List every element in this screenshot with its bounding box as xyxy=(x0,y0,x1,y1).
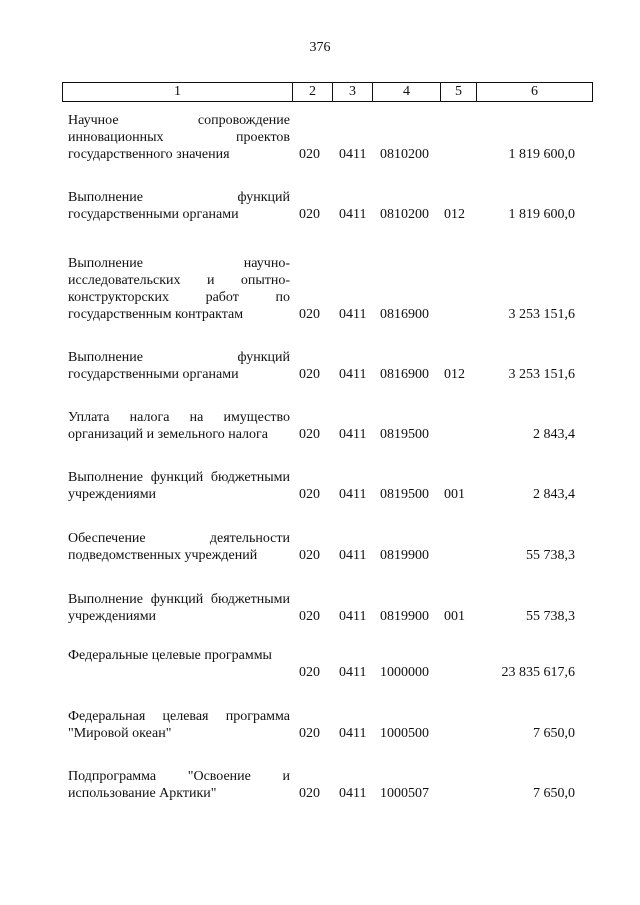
row-col-3: 0411 xyxy=(339,609,367,624)
table-row xyxy=(62,768,593,802)
row-col-2: 020 xyxy=(299,726,320,741)
row-col-4: 0816900 xyxy=(380,307,429,322)
header-col-3: 3 xyxy=(333,83,373,101)
row-name: Подпрограмма "Освоение и использование Арктики" xyxy=(68,769,290,801)
row-col-5: 001 xyxy=(444,609,465,624)
row-col-3: 0411 xyxy=(339,665,367,680)
row-name: Научное сопровождение инновационных проектов государственного значения xyxy=(68,113,290,162)
header-col-5: 5 xyxy=(441,83,477,101)
row-col-2: 020 xyxy=(299,147,320,162)
row-col-3: 0411 xyxy=(339,367,367,382)
row-col-2: 020 xyxy=(299,427,320,442)
row-col-5: 001 xyxy=(444,487,465,502)
row-col-4: 0819900 xyxy=(380,609,429,624)
table-row xyxy=(62,255,593,323)
table-row xyxy=(62,409,593,443)
row-name: Выполнение функций бюджетными учреждениями xyxy=(68,592,290,624)
table-row xyxy=(62,349,593,383)
row-name: Выполнение функций бюджетными учреждениями xyxy=(68,470,290,502)
row-name: Федеральная целевая программа "Мировой океан" xyxy=(68,709,290,741)
row-col-3: 0411 xyxy=(339,147,367,162)
row-col-5: 012 xyxy=(444,207,465,222)
row-col-6: 55 738,3 xyxy=(526,548,575,563)
row-col-2: 020 xyxy=(299,609,320,624)
row-col-3: 0411 xyxy=(339,548,367,563)
row-col-2: 020 xyxy=(299,786,320,801)
row-col-6: 7 650,0 xyxy=(533,786,575,801)
row-col-6: 2 843,4 xyxy=(533,427,575,442)
row-col-3: 0411 xyxy=(339,427,367,442)
row-col-6: 2 843,4 xyxy=(533,487,575,502)
row-col-2: 020 xyxy=(299,367,320,382)
row-col-2: 020 xyxy=(299,665,320,680)
header-col-1: 1 xyxy=(63,83,293,101)
header-col-2: 2 xyxy=(293,83,333,101)
row-col-5: 012 xyxy=(444,367,465,382)
row-col-4: 0810200 xyxy=(380,147,429,162)
row-col-3: 0411 xyxy=(339,786,367,801)
row-name: Уплата налога на имущество организаций и земельного налога xyxy=(68,410,290,442)
row-col-3: 0411 xyxy=(339,207,367,222)
row-name: Федеральные целевые программы xyxy=(68,648,272,663)
table-row xyxy=(62,708,593,742)
table-row xyxy=(62,647,593,681)
page-number: 376 xyxy=(309,40,331,55)
row-col-4: 0819900 xyxy=(380,548,429,563)
row-col-3: 0411 xyxy=(339,487,367,502)
row-col-2: 020 xyxy=(299,548,320,563)
row-col-6: 23 835 617,6 xyxy=(501,665,575,680)
row-col-4: 0819500 xyxy=(380,487,429,502)
row-col-6: 3 253 151,6 xyxy=(508,367,575,382)
header-col-6: 6 xyxy=(531,84,538,99)
row-name: Выполнение научно-исследовательских и опытно-конструкторских работ по государственным контрактам xyxy=(68,256,290,322)
row-name: Выполнение функций государственными органами xyxy=(68,350,290,382)
row-col-4: 1000000 xyxy=(380,665,429,680)
row-col-4: 0819500 xyxy=(380,427,429,442)
header-col-4: 4 xyxy=(373,83,441,101)
row-col-4: 1000507 xyxy=(380,786,429,801)
table-row xyxy=(62,112,593,163)
row-col-4: 0816900 xyxy=(380,367,429,382)
row-col-4: 0810200 xyxy=(380,207,429,222)
row-col-3: 0411 xyxy=(339,307,367,322)
table-row xyxy=(62,469,593,503)
row-col-6: 7 650,0 xyxy=(533,726,575,741)
row-col-2: 020 xyxy=(299,307,320,322)
row-col-6: 1 819 600,0 xyxy=(508,207,575,222)
table-row xyxy=(62,530,593,564)
row-name: Обеспечение деятельности подведомственных учреждений xyxy=(68,531,290,563)
table-row xyxy=(62,189,593,223)
row-col-6: 3 253 151,6 xyxy=(508,307,575,322)
row-col-4: 1000500 xyxy=(380,726,429,741)
row-col-6: 55 738,3 xyxy=(526,609,575,624)
row-col-2: 020 xyxy=(299,207,320,222)
row-col-3: 0411 xyxy=(339,726,367,741)
row-col-6: 1 819 600,0 xyxy=(508,147,575,162)
row-name: Выполнение функций государственными органами xyxy=(68,190,290,222)
table-header xyxy=(62,82,593,102)
row-col-2: 020 xyxy=(299,487,320,502)
table-row xyxy=(62,591,593,625)
